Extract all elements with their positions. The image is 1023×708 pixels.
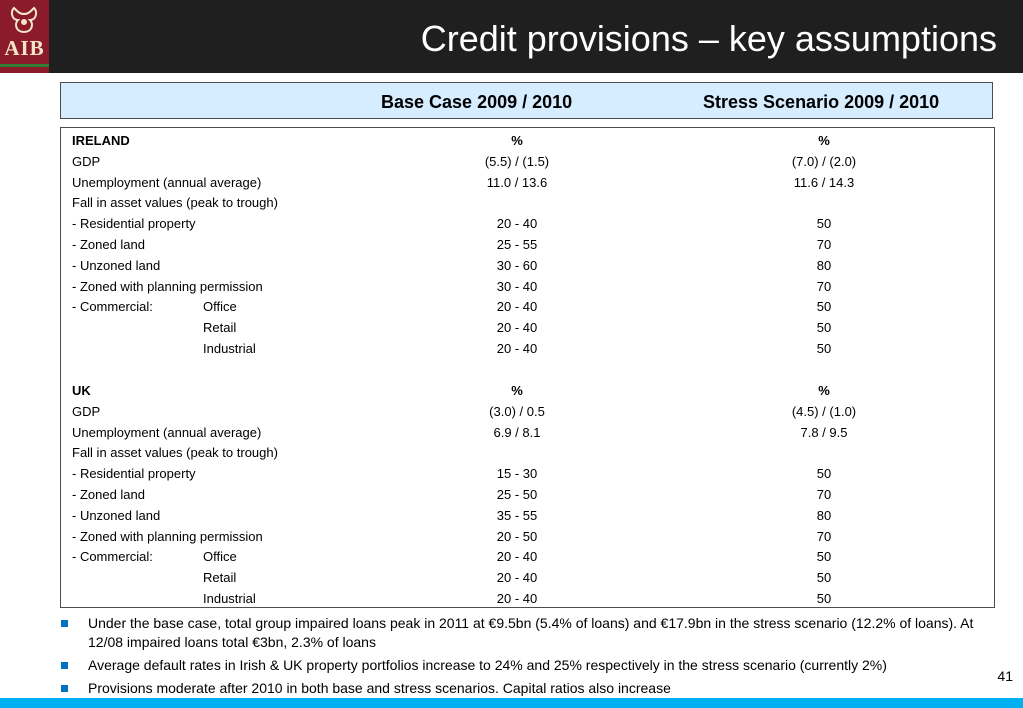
row-label: - Zoned land: [72, 487, 145, 502]
table-row: [61, 505, 994, 526]
row-label: UK: [72, 383, 91, 398]
assumptions-table: [60, 127, 995, 608]
row-label: Fall in asset values (peak to trough): [72, 195, 278, 211]
base-case-value: 15 - 30: [496, 466, 538, 482]
stress-scenario-value: 70: [816, 278, 832, 294]
bullet-list: [58, 614, 1003, 702]
row-label: Fall in asset values (peak to trough): [72, 445, 278, 461]
bullet-text: Average default rates in Irish & UK property portfolios increase to 24% and 25% respectively in the stress scenario (currently 2%): [88, 657, 887, 673]
table-row: [61, 526, 994, 547]
slide-header: [0, 0, 1023, 73]
table-row: [61, 317, 994, 338]
table-row: [61, 422, 994, 443]
row-label: IRELAND: [72, 133, 130, 148]
base-case-value: 20 - 40: [496, 320, 538, 336]
table-row: [61, 192, 994, 213]
stress-scenario-value: 50: [816, 591, 832, 606]
row-label: Unemployment (annual average): [72, 174, 262, 190]
row-label: - Zoned with planning permission: [72, 528, 263, 544]
table-row: [61, 484, 994, 505]
bullet-text: Under the base case, total group impaired loans peak in 2011 at €9.5bn (5.4% of loans) and €17.9bn in the stress scenario (12.2% of loans). At 12/08 impaired loans total €3bn, 2.3% of loans: [88, 615, 974, 650]
base-case-value: 25 - 55: [496, 237, 538, 252]
base-case-value: 20 - 40: [496, 549, 538, 565]
page-number: 41: [997, 668, 1013, 684]
base-case-value: %: [511, 383, 523, 398]
table-row: [61, 588, 994, 609]
base-case-value: 30 - 40: [496, 278, 538, 294]
aib-logo: [0, 0, 49, 73]
base-case-value: 20 - 40: [496, 591, 538, 606]
bullet-square-icon: [61, 662, 68, 669]
stress-scenario-value: 50: [816, 299, 832, 315]
row-label: - Commercial:: [72, 549, 153, 565]
base-case-value: 11.0 / 13.6: [486, 174, 548, 190]
table-row: [61, 276, 994, 297]
row-label: - Residential property: [72, 216, 196, 232]
stress-scenario-value: %: [818, 133, 830, 148]
base-case-value: 35 - 55: [496, 507, 538, 523]
table-row: [61, 213, 994, 234]
table-row: [61, 130, 994, 151]
base-case-column-header: Base Case 2009 / 2010: [381, 92, 573, 112]
row-sublabel: Industrial: [203, 591, 256, 606]
table-row: [61, 151, 994, 172]
bullet-square-icon: [61, 685, 68, 692]
row-sublabel: Retail: [203, 570, 237, 586]
bullet-item: [58, 656, 1003, 675]
table-row: [61, 338, 994, 359]
stress-scenario-column-header: Stress Scenario 2009 / 2010: [703, 92, 940, 112]
table-row: [61, 463, 994, 484]
base-case-value: 20 - 40: [496, 216, 538, 232]
stress-scenario-value: 50: [816, 216, 832, 232]
bullet-item: [58, 679, 1003, 698]
row-sublabel: Industrial: [203, 341, 256, 356]
stress-scenario-value: 70: [816, 487, 832, 502]
row-label: - Unzoned land: [72, 507, 161, 523]
stress-scenario-value: 50: [816, 341, 832, 356]
bullet-text: Provisions moderate after 2010 in both base and stress scenarios. Capital ratios also increase: [88, 680, 671, 696]
base-case-value: 20 - 40: [496, 341, 538, 356]
stress-scenario-value: 80: [816, 507, 832, 523]
crest-icon: [8, 4, 41, 36]
stress-scenario-value: 80: [816, 257, 832, 273]
row-label: - Unzoned land: [72, 257, 161, 273]
row-label: - Zoned with planning permission: [72, 278, 263, 294]
base-case-value: 25 - 50: [496, 487, 538, 502]
bullet-item: [58, 614, 1003, 652]
stress-scenario-value: 50: [816, 466, 832, 482]
stress-scenario-value: 70: [816, 528, 832, 544]
table-row: [61, 567, 994, 588]
table-row: [61, 401, 994, 422]
row-label: GDP: [72, 403, 101, 419]
stress-scenario-value: (4.5) / (1.0): [791, 403, 857, 419]
table-row: [61, 380, 994, 401]
table-row: [61, 546, 994, 567]
base-case-value: %: [511, 133, 523, 148]
base-case-value: 20 - 40: [496, 299, 538, 315]
base-case-value: 6.9 / 8.1: [493, 424, 541, 440]
row-label: - Commercial:: [72, 299, 153, 315]
row-label: - Zoned land: [72, 237, 145, 252]
stress-scenario-value: 50: [816, 549, 832, 565]
table-row: [61, 296, 994, 317]
table-row: [61, 172, 994, 193]
base-case-value: 30 - 60: [496, 257, 538, 273]
stress-scenario-value: 50: [816, 570, 832, 586]
stress-scenario-value: 7.8 / 9.5: [800, 424, 848, 440]
row-label: Unemployment (annual average): [72, 424, 262, 440]
stress-scenario-value: %: [818, 383, 830, 398]
stress-scenario-value: (7.0) / (2.0): [791, 153, 857, 169]
page-title: Credit provisions – key assumptions: [420, 18, 997, 59]
logo-stripe: [0, 64, 49, 67]
stress-scenario-value: 11.6 / 14.3: [793, 174, 855, 190]
row-sublabel: Retail: [203, 320, 237, 336]
row-sublabel: Office: [203, 299, 237, 315]
column-header-bar: [60, 82, 993, 119]
row-label: - Residential property: [72, 466, 196, 482]
base-case-value: 20 - 40: [496, 570, 538, 586]
stress-scenario-value: 70: [816, 237, 832, 252]
bullet-square-icon: [61, 620, 68, 627]
base-case-value: 20 - 50: [496, 528, 538, 544]
table-row: [61, 255, 994, 276]
table-row: [61, 442, 994, 463]
table-row: [61, 234, 994, 255]
logo-text: AIB: [4, 36, 45, 60]
row-sublabel: Office: [203, 549, 237, 565]
stress-scenario-value: 50: [816, 320, 832, 336]
row-label: GDP: [72, 153, 101, 169]
base-case-value: (3.0) / 0.5: [489, 403, 545, 419]
base-case-value: (5.5) / (1.5): [484, 153, 550, 169]
footer-bar: [0, 698, 1023, 708]
